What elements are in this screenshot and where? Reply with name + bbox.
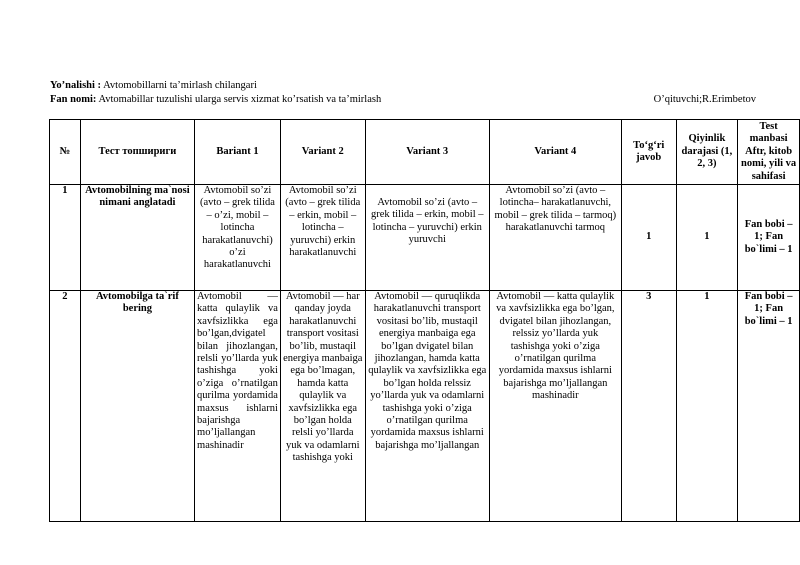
row-variant-4: Avtomobil — katta qulaylik va xavfsizlikka ega bo’lgan, dvigatel bilan jihozlangan, relssiz yo’llarda yuk tashishga yoki o’ziga o’rnatilgan qurilma yordamida maxsus ishlarni bajarishga mo’ljallangan mashinadir <box>489 291 621 522</box>
row-variant-1: Avtomobil so’zi (avto – grek tilida – o’zi, mobil – lotincha harakatlanuvchi) o’zi harakatlanuvchi <box>195 185 281 291</box>
table-row <box>50 291 800 522</box>
row-correct-answer: 3 <box>621 291 676 522</box>
row-task: Avtomobilning ma`nosi nimani anglatadi <box>80 185 194 291</box>
direction-line <box>50 80 257 91</box>
direction-label: Yo’nalishi : <box>50 80 102 91</box>
col-header-task: Тест топшириги <box>80 120 194 185</box>
row-source: Fan bobi – 1; Fan bo`limi – 1 <box>738 291 800 522</box>
row-difficulty: 1 <box>676 291 738 522</box>
teacher-name: O’qituvchi;R.Erimbetov <box>653 94 756 105</box>
row-variant-2: Avtomobil so’zi (avto – grek tilida – erkin, mobil – lotincha – yuruvchi) erkin harakatlanuvchi <box>280 185 365 291</box>
direction-value: Avtomobillarni ta’mirlash chilangari <box>103 80 257 91</box>
test-table <box>49 119 800 522</box>
col-header-source: Test manbasi Aftr, kitob nomi, yili va sahifasi <box>738 120 800 185</box>
col-header-variant-1: Bariant 1 <box>195 120 281 185</box>
row-variant-3: Avtomobil — quruqlikda harakatlanuvchi transport vositasi bo’lib, mustaqil energiya manbaiga ega bo’lgan dvigatel bilan jihozlangan, hamda katta qulaylik va xavfsizlikka ega bo’lgan holda relssiz yo’llarda yuk va odamlarni tashishga yoki o’ziga o’rnatilgan qurilma yordamida maxsus ishlarni bajarishga mo’ljallangan <box>365 291 489 522</box>
col-header-variant-3: Variant 3 <box>365 120 489 185</box>
row-variant-4: Avtomobil so’zi (avto – lotincha– harakatlanuvchi, mobil – grek tilida – tarmoq) harakatlanuvchi tarmoq <box>489 185 621 291</box>
row-number: 1 <box>50 185 81 291</box>
col-header-variant-2: Variant 2 <box>280 120 365 185</box>
table-header-row <box>50 120 800 185</box>
subject-label: Fan nomi: <box>50 94 97 105</box>
row-task: Avtomobilga ta`rif bering <box>80 291 194 522</box>
col-header-difficulty: Qiyinlik darajasi (1, 2, 3) <box>676 120 738 185</box>
table-row <box>50 185 800 291</box>
col-header-correct-answer: To‘g‘ri javob <box>621 120 676 185</box>
subject-line <box>50 94 756 105</box>
row-correct-answer: 1 <box>621 185 676 291</box>
col-header-variant-4: Variant 4 <box>489 120 621 185</box>
row-variant-3: Avtomobil so’zi (avto – grek tilida – erkin, mobil – lotincha – yuruvchi) erkin yuruvchi <box>365 185 489 291</box>
col-header-number: № <box>50 120 81 185</box>
row-variant-2: Avtomobil — har qanday joyda harakatlanuvchi transport vositasi bo’lib, mustaqil energiya manbaiga ega bo’lmagan, hamda katta qulaylik va xavfsizlikka ega bo’lgan holda relsli yo’llarda yuk va odamlarni tashishga yoki <box>280 291 365 522</box>
row-difficulty: 1 <box>676 185 738 291</box>
row-variant-1: Avtomobil — katta qulaylik va xavfsizlikka ega bo’lgan,dvigatel bilan jihozlangan, relsli yo’llarda yuk tashishga yoki o’ziga o’rnatilgan qurilma yordamida maxsus ishlarni bajarishga mo’ljallangan mashinadir <box>195 291 281 522</box>
row-number: 2 <box>50 291 81 522</box>
row-source: Fan bobi – 1; Fan bo`limi – 1 <box>738 185 800 291</box>
subject-value: Avtomabillar tuzulishi ularga servis xizmat ko’rsatish va ta’mirlash <box>98 94 382 105</box>
